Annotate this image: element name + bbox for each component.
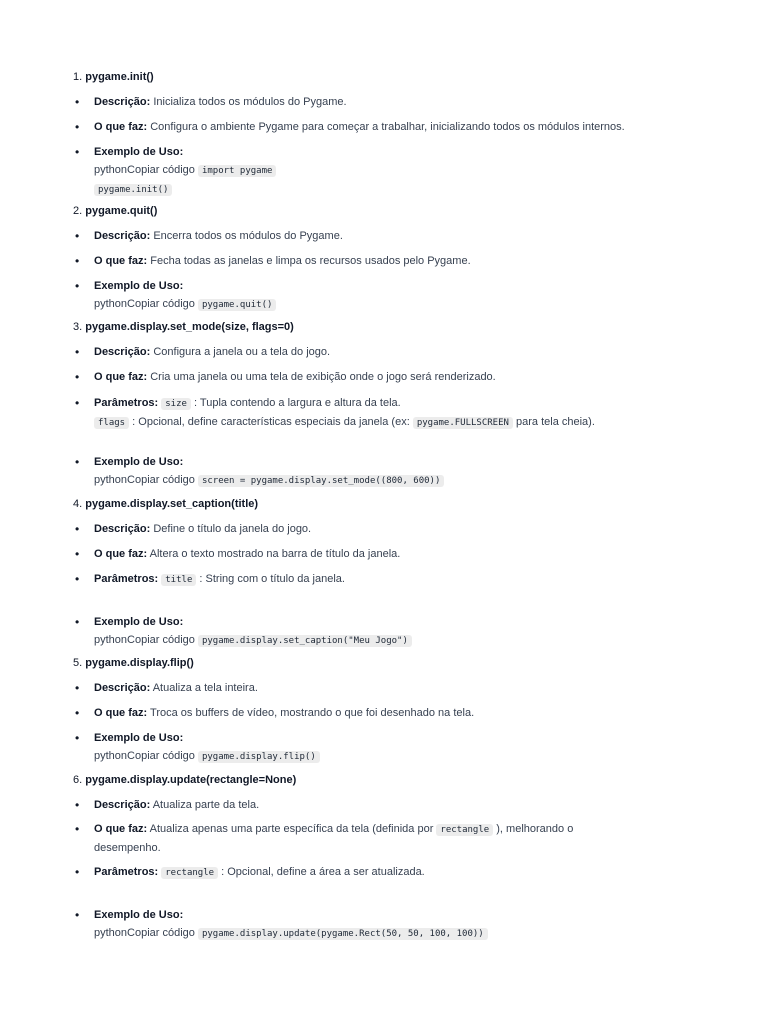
list-item-exemplo [94, 453, 708, 490]
item-text: Cria uma janela ou uma tela de exibição onde o jogo será renderizado. [150, 371, 496, 383]
list-item-parametros [94, 863, 708, 882]
item-label: O que faz: [94, 823, 148, 835]
bullet-icon: • [75, 455, 80, 469]
section-heading-6 [73, 774, 296, 786]
item-text: desempenho. [94, 842, 161, 854]
bullet-icon: • [75, 345, 80, 359]
section-title: pygame.display.update(rectangle=None) [85, 774, 297, 786]
list-item-oquefaz [94, 545, 708, 563]
item-text: Inicializa todos os módulos do Pygame. [153, 96, 347, 108]
section-title: pygame.display.set_caption(title) [85, 498, 259, 510]
section-heading-1 [73, 71, 154, 83]
item-text: Troca os buffers de vídeo, mostrando o que foi desenhado na tela. [150, 707, 475, 719]
code-snippet: pygame.FULLSCREEN [413, 417, 513, 429]
bullet-icon: • [75, 865, 80, 879]
item-label: O que faz: [94, 707, 148, 719]
item-label: Exemplo de Uso: [94, 456, 184, 468]
item-text: : Tupla contendo a largura e altura da tela. [194, 397, 401, 409]
bullet-icon: • [75, 615, 80, 629]
item-label: Descrição: [94, 96, 151, 108]
item-text: : String com o título da janela. [199, 573, 345, 585]
list-item-descricao [94, 227, 708, 245]
bullet-icon: • [75, 229, 80, 243]
code-snippet: import pygame [198, 165, 276, 177]
bullet-icon: • [75, 145, 80, 159]
bullet-icon: • [75, 706, 80, 720]
bullet-icon: • [75, 908, 80, 922]
code-snippet: flags [94, 417, 129, 429]
code-snippet: size [161, 398, 191, 410]
code-prefix: pythonCopiar código [94, 634, 195, 646]
item-label: Parâmetros: [94, 573, 159, 585]
item-label: Descrição: [94, 799, 151, 811]
bullet-icon: • [75, 120, 80, 134]
list-item-exemplo [94, 729, 708, 766]
bullet-icon: • [75, 370, 80, 384]
code-snippet: rectangle [436, 824, 493, 836]
code-prefix: pythonCopiar código [94, 927, 195, 939]
code-snippet: rectangle [161, 867, 218, 879]
item-label: Descrição: [94, 682, 151, 694]
item-label: Parâmetros: [94, 866, 159, 878]
item-label: O que faz: [94, 548, 148, 560]
bullet-icon: • [75, 95, 80, 109]
section-title: pygame.init() [85, 71, 154, 83]
item-label: Parâmetros: [94, 397, 159, 409]
code-snippet: pygame.display.update(pygame.Rect(50, 50, 100, 100)) [198, 928, 488, 940]
code-snippet: title [161, 574, 196, 586]
code-snippet: pygame.quit() [198, 299, 276, 311]
item-text: Define o título da janela do jogo. [153, 523, 312, 535]
item-text: Configura o ambiente Pygame para começar a trabalhar, inicializando todos os módulos internos. [150, 121, 625, 133]
bullet-icon: • [75, 396, 80, 410]
list-item-exemplo [94, 277, 708, 314]
item-text: Configura a janela ou a tela do jogo. [153, 346, 331, 358]
section-heading-4 [73, 498, 258, 510]
item-text: Atualiza parte da tela. [152, 799, 260, 811]
item-text: Fecha todas as janelas e limpa os recursos usados pelo Pygame. [150, 255, 471, 267]
code-prefix: pythonCopiar código [94, 164, 195, 176]
list-item-oquefaz [94, 252, 708, 270]
code-snippet: pygame.display.flip() [198, 751, 320, 763]
item-label: Exemplo de Uso: [94, 280, 184, 292]
section-title: pygame.quit() [85, 205, 158, 217]
item-label: O que faz: [94, 121, 148, 133]
section-number: 5. [73, 657, 83, 669]
bullet-icon: • [75, 681, 80, 695]
section-title: pygame.display.flip() [85, 657, 194, 669]
bullet-icon: • [75, 547, 80, 561]
item-text: Atualiza a tela inteira. [152, 682, 258, 694]
section-number: 4. [73, 498, 83, 510]
list-item-descricao [94, 796, 708, 814]
list-item-descricao [94, 679, 708, 697]
bullet-icon: • [75, 822, 80, 836]
item-label: Exemplo de Uso: [94, 616, 184, 628]
code-snippet: screen = pygame.display.set_mode((800, 600)) [198, 475, 444, 487]
section-number: 1. [73, 71, 83, 83]
item-text: Altera o texto mostrado na barra de título da janela. [149, 548, 401, 560]
section-number: 3. [73, 321, 83, 333]
list-item-oquefaz [94, 704, 708, 722]
item-text: para tela cheia). [516, 416, 595, 428]
code-prefix: pythonCopiar código [94, 474, 195, 486]
list-item-exemplo [94, 143, 708, 199]
item-label: Exemplo de Uso: [94, 146, 184, 158]
list-item-oquefaz [94, 118, 708, 136]
bullet-icon: • [75, 522, 80, 536]
section-heading-2 [73, 205, 157, 217]
item-label: Exemplo de Uso: [94, 732, 184, 744]
item-label: Descrição: [94, 230, 151, 242]
section-number: 2. [73, 205, 83, 217]
list-item-parametros [94, 570, 708, 589]
code-prefix: pythonCopiar código [94, 750, 195, 762]
bullet-icon: • [75, 731, 80, 745]
item-text: Atualiza apenas uma parte específica da tela (definida por [149, 823, 434, 835]
list-item-parametros [94, 394, 708, 432]
code-prefix: pythonCopiar código [94, 298, 195, 310]
list-item-descricao [94, 343, 708, 361]
bullet-icon: • [75, 798, 80, 812]
bullet-icon: • [75, 572, 80, 586]
item-label: Descrição: [94, 346, 151, 358]
section-title: pygame.display.set_mode(size, flags=0) [85, 321, 294, 333]
bullet-icon: • [75, 254, 80, 268]
list-item-exemplo [94, 613, 708, 650]
item-text: : Opcional, define a área a ser atualizada. [221, 866, 425, 878]
item-text: : Opcional, define características especiais da janela (ex: [132, 416, 410, 428]
bullet-icon: • [75, 279, 80, 293]
list-item-oquefaz [94, 368, 708, 386]
item-label: Descrição: [94, 523, 151, 535]
item-text: ), melhorando o [496, 823, 574, 835]
list-item-descricao [94, 93, 708, 111]
section-heading-5 [73, 657, 194, 669]
item-label: O que faz: [94, 371, 148, 383]
section-number: 6. [73, 774, 83, 786]
item-label: Exemplo de Uso: [94, 909, 184, 921]
item-text: Encerra todos os módulos do Pygame. [153, 230, 343, 242]
item-label: O que faz: [94, 255, 148, 267]
list-item-exemplo [94, 906, 708, 943]
list-item-descricao [94, 520, 708, 538]
code-snippet: pygame.display.set_caption("Meu Jogo") [198, 635, 412, 647]
section-heading-3 [73, 321, 294, 333]
code-snippet: pygame.init() [94, 184, 172, 196]
list-item-oquefaz [94, 820, 708, 857]
